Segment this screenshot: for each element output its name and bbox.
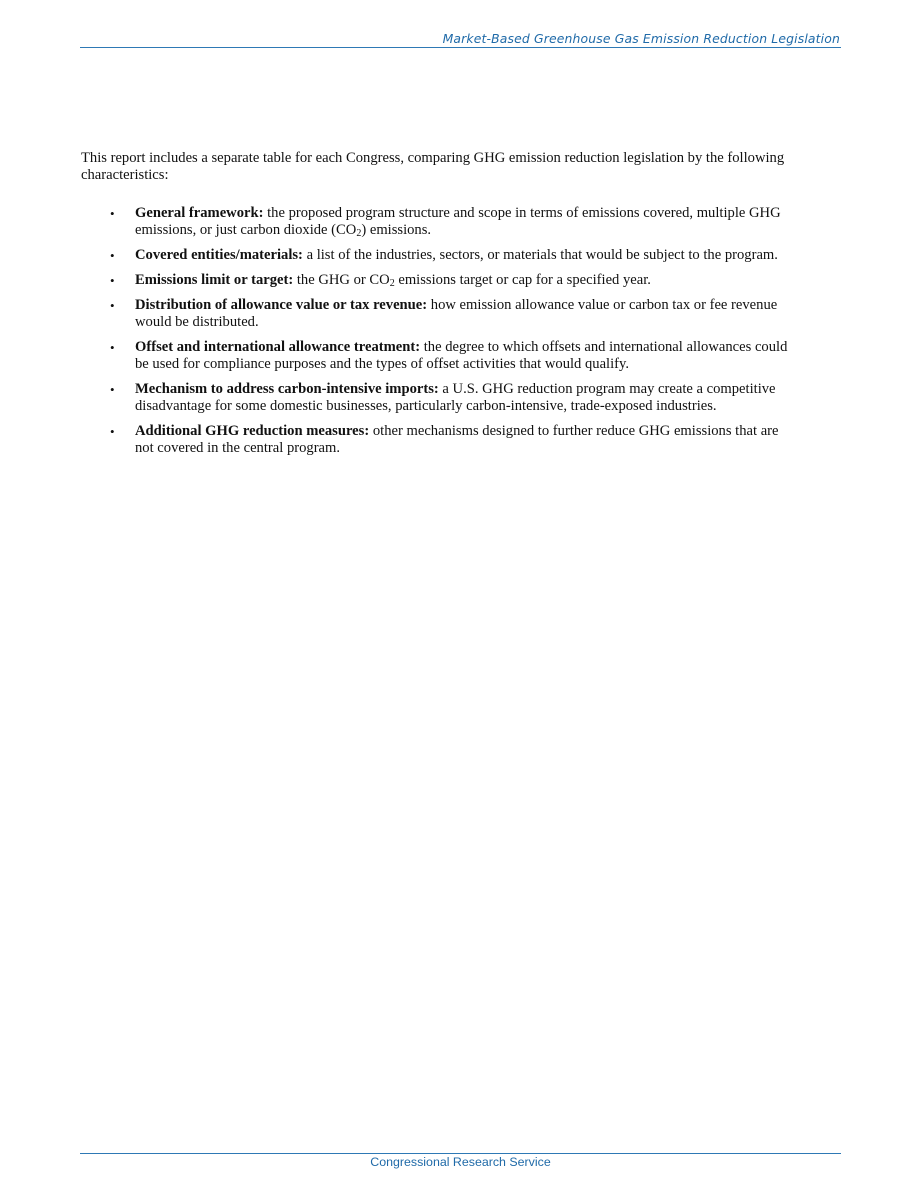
footer-org-name: Congressional Research Service: [370, 1155, 551, 1169]
list-item-term: General framework:: [135, 205, 264, 221]
list-item-description: the degree to which offsets and international allowances could be used for compliance purposes and the types of offset activities that would qualify.: [135, 339, 788, 372]
running-header-title: Market-Based Greenhouse Gas Emission Reduction Legislation: [442, 31, 840, 46]
list-item-description: a U.S. GHG reduction program may create a competitive disadvantage for some domestic businesses, particularly carbon-intensive, trade-exposed industries.: [135, 381, 776, 414]
header-divider: [80, 47, 841, 48]
bullet-icon: •: [110, 248, 115, 263]
list-item-emissions-limit: [110, 272, 800, 289]
subscript: 2: [389, 278, 395, 289]
list-item-description: the proposed program structure and scope in terms of emissions covered, multiple GHG emissions, or just carbon dioxide (CO: [135, 205, 781, 238]
characteristics-list: [110, 205, 800, 465]
list-item-distribution: [110, 297, 800, 331]
bullet-icon: •: [110, 273, 115, 288]
bullet-icon: •: [110, 424, 115, 439]
bullet-icon: •: [110, 382, 115, 397]
bullet-icon: •: [110, 298, 115, 313]
list-item-term: Mechanism to address carbon-intensive imports:: [135, 381, 439, 397]
list-item-description-end: emissions target or cap for a specified year.: [394, 272, 651, 288]
list-item-additional-measures: [110, 423, 800, 457]
footer-divider: [80, 1153, 841, 1154]
list-item-term: Additional GHG reduction measures:: [135, 423, 370, 439]
list-item-description: other mechanisms designed to further reduce GHG emissions that are not covered in the central program.: [135, 423, 779, 456]
list-item-term: Covered entities/materials:: [135, 247, 303, 263]
list-item-term: Emissions limit or target:: [135, 272, 294, 288]
list-item-carbon-imports: [110, 381, 800, 415]
list-item-description: a list of the industries, sectors, or materials that would be subject to the program.: [302, 247, 778, 263]
bullet-icon: •: [110, 206, 115, 221]
intro-paragraph: This report includes a separate table for each Congress, comparing GHG emission reduction legislation by the following characteristics:: [81, 150, 785, 183]
list-item-description-end: ) emissions.: [361, 222, 432, 238]
bullet-icon: •: [110, 340, 115, 355]
list-item-term: Distribution of allowance value or tax revenue:: [135, 297, 428, 313]
list-item-general-framework: [110, 205, 800, 239]
list-item-term: Offset and international allowance treatment:: [135, 339, 421, 355]
list-item-covered-entities: [110, 247, 800, 264]
list-item-offset-treatment: [110, 339, 800, 373]
subscript: 2: [356, 228, 362, 239]
list-item-description: how emission allowance value or carbon tax or fee revenue would be distributed.: [135, 297, 778, 330]
list-item-description: the GHG or CO: [293, 272, 390, 288]
